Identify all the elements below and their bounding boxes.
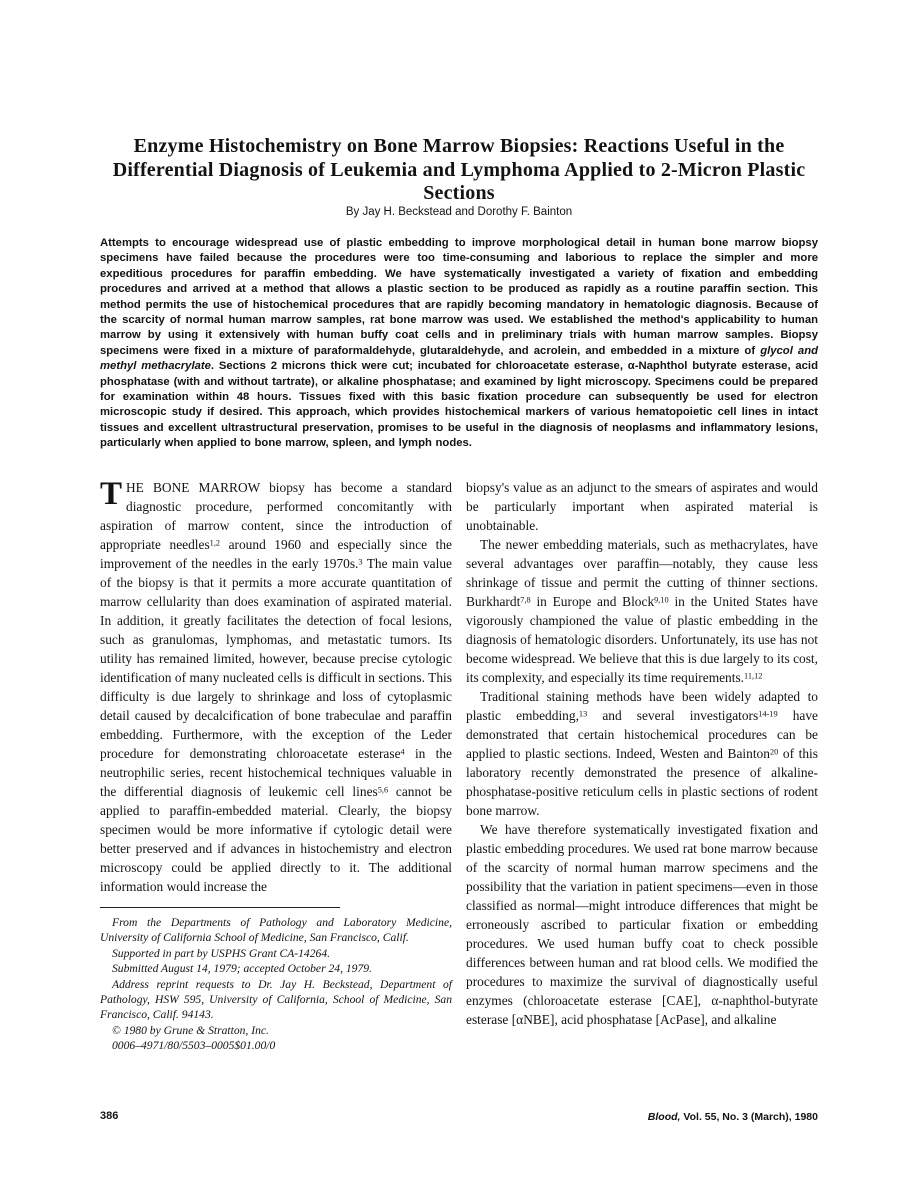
abstract: Attempts to encourage widespread use of plastic embedding to improve morphological detail in human bone marrow biopsy specimens have failed because the procedures were too time-consuming and laborious to replace the simpler and more expeditious procedures for paraffin embedding. We have systematically investigated a variety of fixation and embedding procedures and arrived at a method that allows a plastic section to be produced as rapidly as a routine paraffin section. This method permits the use of histochemical procedures that are rapidly becoming mandatory in hematologic diagnosis. Because of the scarcity of normal human marrow samples, rat bone marrow was used. We established the method's applicability to human marrow by using it extensively with human buffy coat cells and in preliminary trials with human marrow samples. Biopsy specimens were fixed in a mixture of paraformaldehyde, glutaraldehyde, and acrolein, and embedded in a mixture of glycol and methyl methacrylate. Sections 2 microns thick were cut; incubated for chloroacetate esterase, α-Naphthol butyrate esterase, acid phosphatase (with and without tartrate), or alkaline phosphatase; and examined by light microscopy. Specimens could be prepared for examination within 48 hours. Tissues fixed with this basic fixation procedure can subsequently be used for electron microscopic study if desired. This approach, which provides histochemical markers of various hematopoietic cell lines in intact tissues and excellent ultrastructural preservation, promises to be useful in the diagnosis of neoplasms and inflammatory lesions, particularly when applied to bone marrow, spleen, and lymph nodes. (100, 237, 818, 450)
footnote-affiliation: From the Departments of Pathology and Laboratory Medicine, University of California School of Medicine, San Francisco, Calif. (100, 916, 452, 945)
left-column (100, 478, 452, 1054)
footnote-reprints: Address reprint requests to Dr. Jay H. Beckstead, Department of Pathology, HSW 595, University of California, School of Medicine, San Francisco, Calif. 94143. (100, 977, 452, 1022)
journal-citation (648, 1111, 818, 1123)
paragraph: We have therefore systematically investigated fixation and plastic embedding procedures. We used rat bone marrow because of the scarcity of normal human marrow specimens and the possibility that the variation in patient specimens—even in those classified as normal—might introduce differences that might be erroneously ascribed to particular fixation or embedding procedures. We used human buffy coat to check possible differences between human and rat blood cells. We modified the procedures to maximize the survival of diagnostically useful enzymes (chloroacetate esterase [CAE], α-naphthol-butyrate esterase [αNBE], acid phosphatase [AcPase], and alkaline (466, 822, 818, 1027)
paragraph: Traditional staining methods have been widely adapted to plastic embedding,$^{13}$ and several investigators$^{14-19}$ have demonstrated that certain histochemical procedures can be applied to plastic sections. Indeed, Westen and Bainton$^{20}$ of this laboratory recently demonstrated the presence of alkaline-phosphatase-positive reticulum cells in plastic sections of rodent bone marrow. (466, 689, 818, 818)
footnote (100, 915, 452, 1054)
journal-volume-info: Vol. 55, No. 3 (March), 1980 (680, 1111, 818, 1123)
article-title: Enzyme Histochemistry on Bone Marrow Biopsies: Reactions Useful in the Differential Diagnosis of Leukemia and Lymphoma Applied to 2-Micron Plastic Sections (112, 135, 806, 205)
footnote-issn: 0006–4971/80/5503–0005$01.00/0 (112, 1039, 276, 1053)
dropcap-letter: T (100, 476, 123, 512)
paragraph: biopsy's value as an adjunct to the smears of aspirates and would be particularly important when aspirated material is unobtainable. (466, 480, 818, 533)
footnote-rule (100, 907, 340, 908)
page-number: 386 (100, 1110, 119, 1122)
right-column (466, 478, 818, 1054)
byline: By Jay H. Beckstead and Dorothy F. Bainton (345, 206, 573, 218)
intro-paragraph-text: HE BONE MARROW biopsy has become a standard diagnostic procedure, performed concomitantly with aspiration of marrow content, since the introduction of appropriate needles$^{1,2}$ around 1960 and especially since the improvement of the needles in the early 1970s.$^3$ The main value of the biopsy is that it permits a more accurate quantitation of marrow cellularity than does examination of aspirated material. In addition, it greatly facilitates the detection of focal lesions, such as granulomas, lymphomas, and metastatic tumors. Its utility has remained limited, however, because precise cytologic identification of many nucleated cells is difficult in sections. This difficulty is due largely to shrinkage and loss of cytoplasmic detail caused by decalcification of bone trabeculae and paraffin embedding. Furthermore, with the exception of the Leder procedure for demonstrating chloroacetate esterase$^4$ in the neutrophilic series, recent histochemical techniques valuable in the differential diagnosis of leukemic cell lines$^{5,6}$ cannot be applied to paraffin-embedded material. Clearly, the biopsy specimen would be more informative if cytologic detail were better preserved and if advances in histochemistry and electron microscopy could be applied directly to it. The additional information would increase the (100, 480, 453, 894)
paragraph: The newer embedding materials, such as methacrylates, have several advantages over paraffin—notably, they cause less shrinkage of tissue and permit the cutting of thinner sections. Burkhardt$^{7,8}$ in Europe and Block$^{9,10}$ in the United States have vigorously championed the value of plastic embedding in the diagnosis of hematologic disorders. Unfortunately, its use has not become widespread. We believe that this is due largely to its cost, its complexity, and especially its time requirements.$^{11,12}$ (466, 537, 818, 685)
body-columns (100, 478, 818, 1054)
footnote-copyright: © 1980 by Grune & Stratton, Inc. (112, 1023, 269, 1037)
journal-name: Blood, (647, 1111, 681, 1123)
footnote-dates: Submitted August 14, 1979; accepted October 24, 1979. (112, 962, 372, 976)
footnote-support: Supported in part by USPHS Grant CA-14264. (112, 946, 331, 960)
intro-paragraph (100, 478, 452, 896)
